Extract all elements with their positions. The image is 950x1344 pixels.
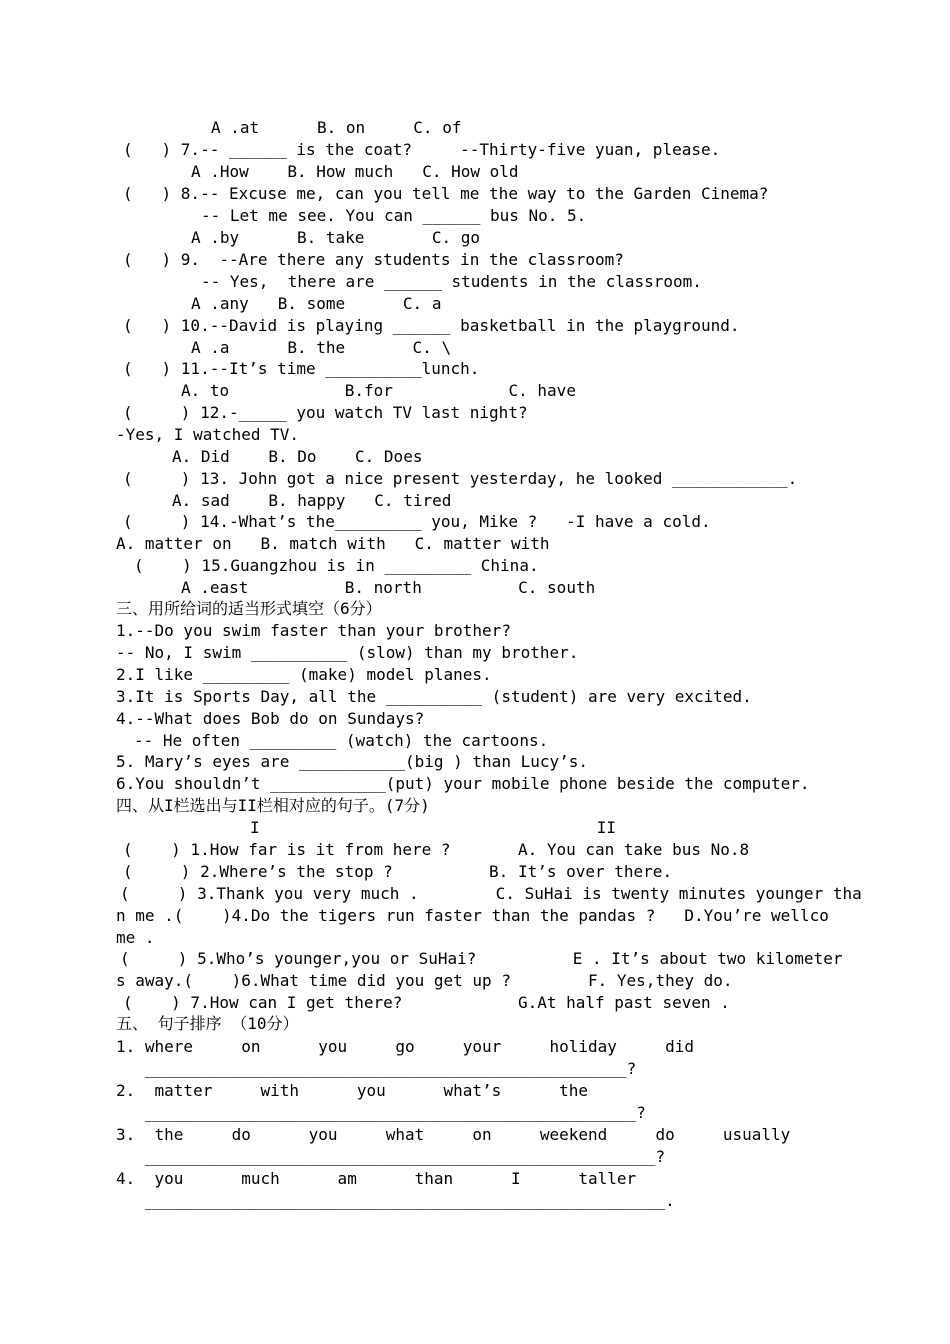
section-3-heading: 三、用所给词的适当形式填空（6分） — [116, 599, 382, 618]
q14-options: A. matter on B. match with C. matter with — [116, 534, 550, 553]
s3-item-6: 6.You shouldn’t ____________(put) your mobile phone beside the computer. — [116, 774, 810, 793]
q15-options: A .east B. north C. south — [181, 578, 596, 597]
q12-answer-line: -Yes, I watched TV. — [116, 425, 300, 444]
s4-row-6: s away.( )6.What time did you get up ? F. Yes,they do. — [116, 971, 733, 990]
s3-item-1-answer: -- No, I swim __________ (slow) than my brother. — [116, 643, 579, 662]
q6-options: A .at B. on C. of — [211, 118, 462, 137]
q7-options: A .How B. How much C. How old — [191, 162, 519, 181]
section-5-heading: 五、 句子排序 （10分） — [116, 1014, 299, 1033]
q11-options: A. to B.for C. have — [181, 381, 576, 400]
s3-item-2: 2.I like _________ (make) model planes. — [116, 665, 492, 684]
s4-row-1: ( ) 1.How far is it from here ? A. You can take bus No.8 — [123, 840, 750, 859]
q11-question: ( ) 11.--It’s time __________lunch. — [123, 359, 480, 378]
s3-item-5: 5. Mary’s eyes are ___________(big ) than Lucy’s. — [116, 752, 589, 771]
s5-item-4-words: 4. you much am than I taller — [116, 1169, 637, 1188]
s4-row-4-wrap: me . — [116, 928, 155, 947]
q13-options: A. sad B. happy C. tired — [172, 491, 452, 510]
q12-options: A. Did B. Do C. Does — [172, 447, 423, 466]
q9-answer-line: -- Yes, there are ______ students in the classroom. — [201, 272, 702, 291]
s5-item-3-words: 3. the do you what on weekend do usually — [116, 1125, 791, 1144]
s4-row-7: ( ) 7.How can I get there? G.At half past seven . — [123, 993, 730, 1012]
s5-item-2-words: 2. matter with you what’s the — [116, 1081, 589, 1100]
q15-question: ( ) 15.Guangzhou is in _________ China. — [134, 556, 539, 575]
q8-options: A .by B. take C. go — [191, 228, 480, 247]
q8-question: ( ) 8.-- Excuse me, can you tell me the way to the Garden Cinema? — [123, 184, 769, 203]
q14-question: ( ) 14.-What’s the_________ you, Mike ? -I have a cold. — [123, 512, 711, 531]
s4-row-2: ( ) 2.Where’s the stop ? B. It’s over there. — [123, 862, 673, 881]
q10-question: ( ) 10.--David is playing ______ basketball in the playground. — [123, 316, 740, 335]
s5-item-1-answer-line: __________________________________________________? — [145, 1059, 637, 1078]
s5-item-2-answer-line: ___________________________________________________? — [145, 1103, 646, 1122]
s5-item-3-answer-line: _____________________________________________________? — [145, 1147, 666, 1166]
s4-column-headers: I II — [250, 818, 617, 837]
q12-question: ( ) 12.-_____ you watch TV last night? — [123, 403, 528, 422]
s3-item-4-answer: -- He often _________ (watch) the cartoons. — [134, 731, 549, 750]
q13-question: ( ) 13. John got a nice present yesterday, he looked ____________. — [123, 469, 798, 488]
s5-item-4-answer-line: ______________________________________________________. — [145, 1191, 675, 1210]
section-4-heading: 四、从I栏选出与II栏相对应的句子。(7分) — [116, 796, 430, 815]
s3-item-3: 3.It is Sports Day, all the __________ (student) are very excited. — [116, 687, 752, 706]
q9-options: A .any B. some C. a — [191, 294, 442, 313]
q7-question: ( ) 7.-- ______ is the coat? --Thirty-five yuan, please. — [123, 140, 721, 159]
q9-question: ( ) 9. --Are there any students in the classroom? — [123, 250, 624, 269]
s5-item-1-words: 1. where on you go your holiday did — [116, 1037, 694, 1056]
q10-options: A .a B. the C. \ — [191, 338, 452, 357]
s4-row-3: ( ) 3.Thank you very much . C. SuHai is twenty minutes younger tha — [120, 884, 862, 903]
s3-item-4: 4.--What does Bob do on Sundays? — [116, 709, 425, 728]
q8-answer-line: -- Let me see. You can ______ bus No. 5. — [201, 206, 587, 225]
s4-row-5: ( ) 5.Who’s younger,you or SuHai? E . It’s about two kilometer — [120, 949, 843, 968]
s3-item-1: 1.--Do you swim faster than your brother? — [116, 621, 511, 640]
s4-row-4: n me .( )4.Do the tigers run faster than the pandas ? D.You’re wellco — [116, 906, 829, 925]
